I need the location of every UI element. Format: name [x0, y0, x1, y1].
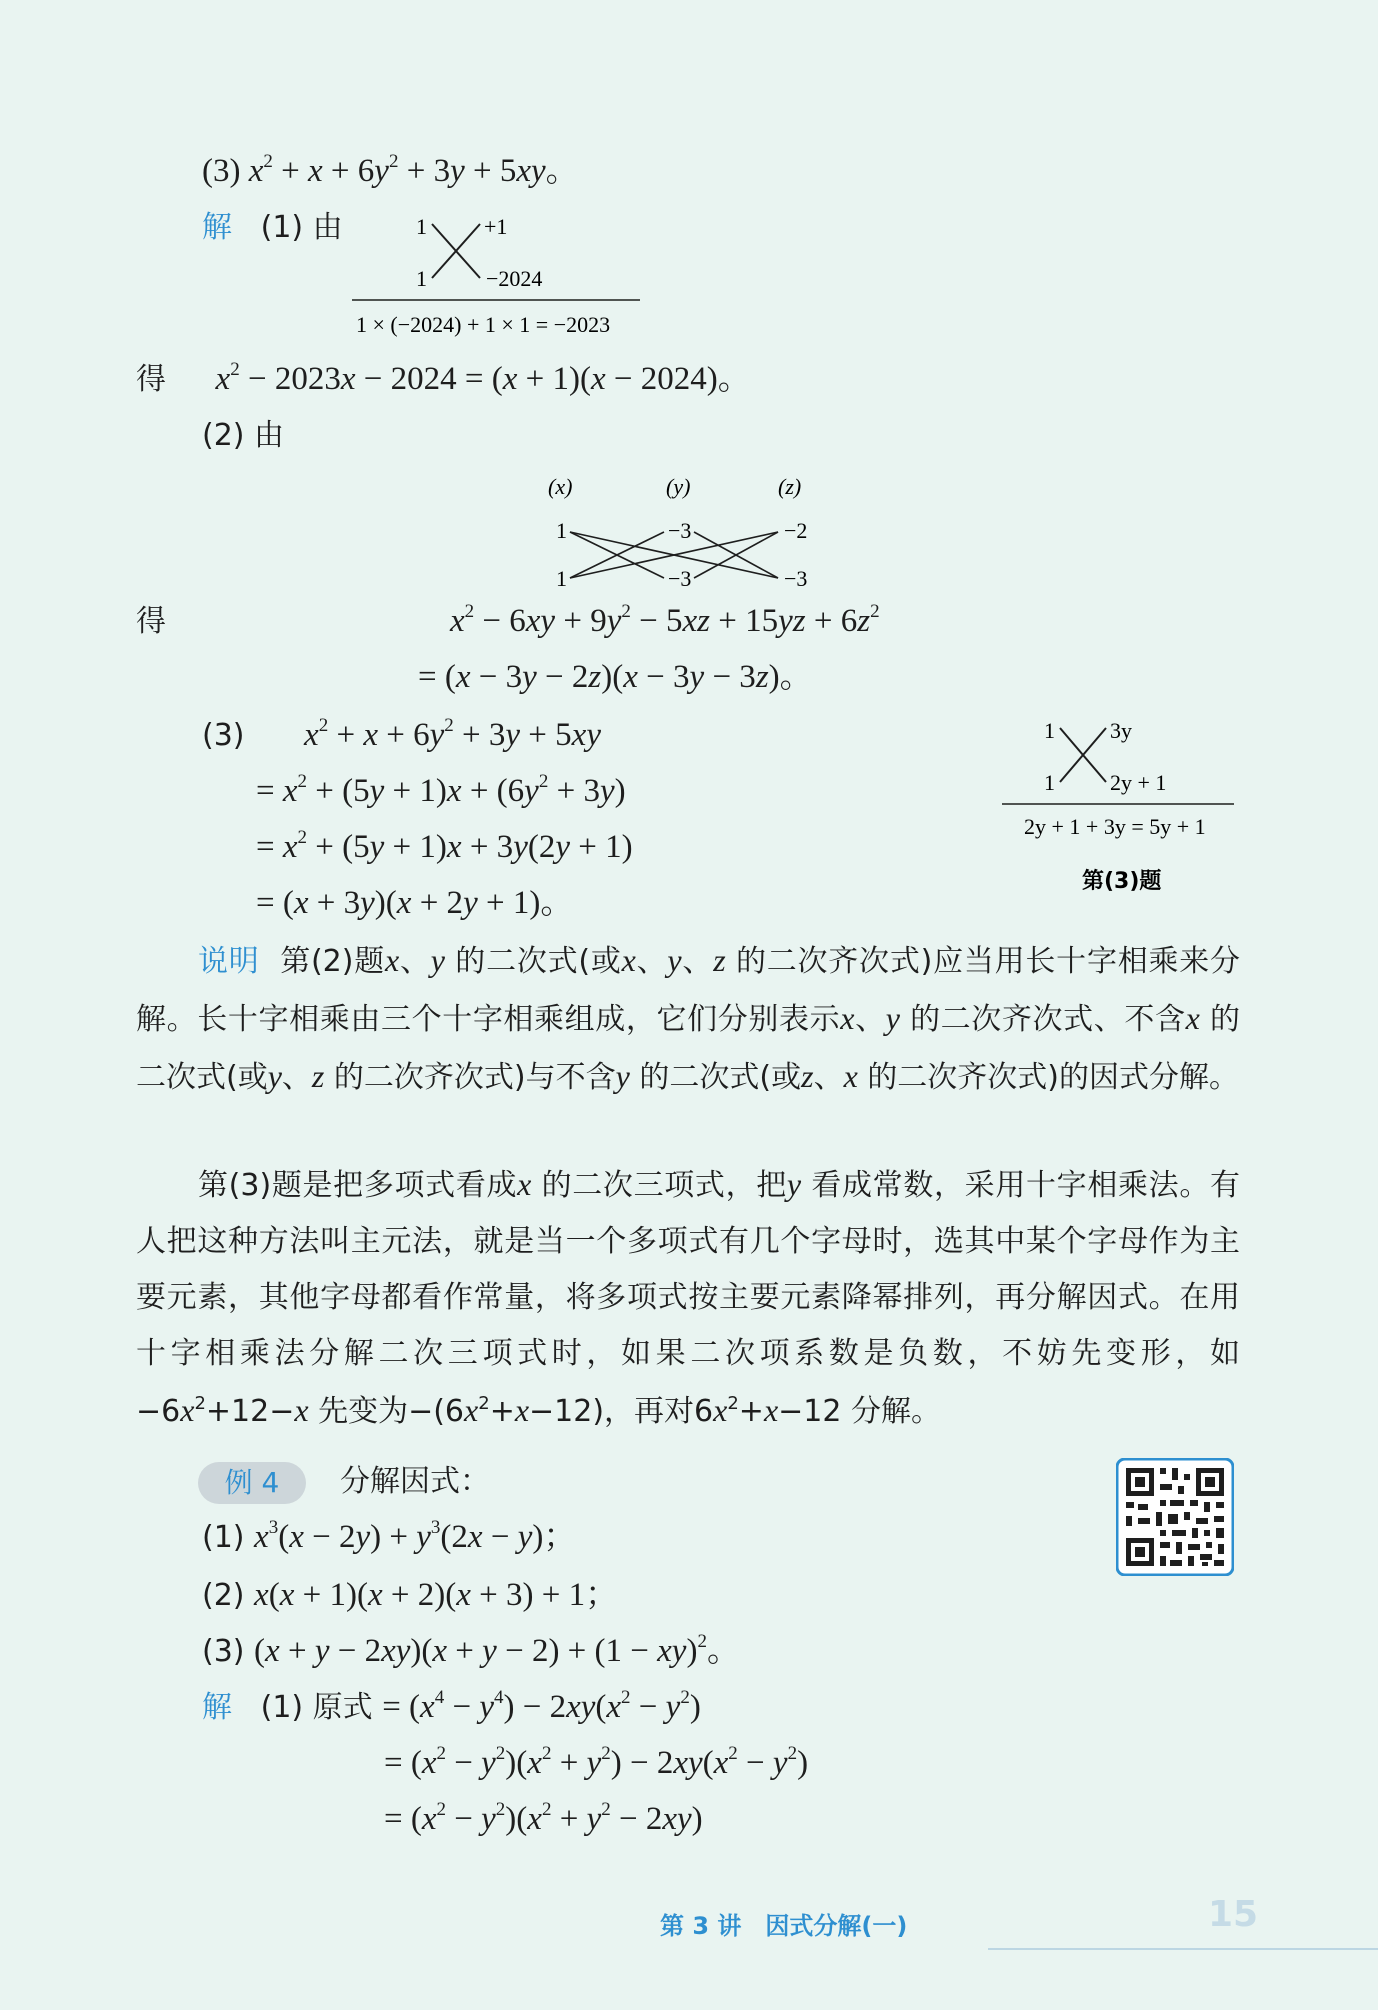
- long-cross-header-y: (y): [666, 474, 691, 499]
- long-cross-r2-c3: −3: [784, 566, 808, 591]
- cross-diagram-1: [350, 210, 650, 340]
- cross1-top-right: +1: [484, 214, 508, 239]
- solution-1-prefix: (1) 由: [260, 210, 343, 245]
- footer-lecture-title: 第 3 讲 因式分解(一): [660, 1912, 908, 1940]
- footer-divider: [988, 1948, 1378, 1950]
- solution-3-line-4: = (x + 3y)(x + 2y + 1)。: [256, 885, 574, 921]
- long-cross-header-z: (z): [778, 474, 802, 499]
- page-number: 15: [1208, 1894, 1259, 1935]
- example-4-intro: 分解因式：: [340, 1464, 490, 1499]
- example-4-question-3: (3) (x + y − 2xy)(x + y − 2) + (1 − xy)$^2$。: [202, 1631, 740, 1669]
- cross1-bottom-left: 1: [416, 266, 427, 291]
- example-4-solution-line-2: = $(x^2 - y^2)(x^2 + y^2) - 2xy(x^2 - y^2)$: [384, 1743, 809, 1781]
- cross3-caption: 第(3)题: [1082, 869, 1162, 894]
- cross3-result: 2y + 1 + 3y = 5y + 1: [1024, 814, 1206, 839]
- cross1-result: 1 × (−2024) + 1 × 1 = −2023: [356, 312, 611, 337]
- de-label-2: 得: [136, 604, 166, 639]
- solution-3-line-1: (3) $x^2 + x + 6y^2 + 3y + 5xy$: [202, 715, 601, 753]
- ex3-question-3: (3) $x^2 + x + 6y^2 + 3y + 5xy$。: [202, 151, 579, 189]
- solution-label-4: 解: [202, 1690, 232, 1725]
- result-2-line-1: $x^2 - 6xy + 9y^2 - 5xz + 15yz + 6z^2$: [450, 601, 880, 639]
- solution-3-prefix: (3): [202, 718, 245, 753]
- long-cross-r1-c3: −2: [784, 518, 808, 543]
- cross1-bottom-right: −2024: [486, 266, 543, 291]
- ex3-solution-1-line: [202, 210, 343, 246]
- qr-code-icon[interactable]: [1116, 1458, 1234, 1576]
- cross1-top-left: 1: [416, 214, 427, 239]
- note-label: 说明: [198, 944, 260, 979]
- note-paragraph-2: 第(3)题是把多项式看成x 的二次三项式，把y 看成常数，采用十字相乘法。有人把这种方法叫主元法，就是当一个多项式有几个字母时，选其中某个字母作为主要元素，其他字母都看作常量，将多项式按主要元素降幂排列，再分解因式。在用十字相乘法分解二次三项式时，如果二次项系数是负数，不妨先变形，如$-6x^2+12-x$ 先变为$-(6x^2+x-12)$，再对$6x^2+x-12$ 分解。: [136, 1166, 1240, 1429]
- solution-label: 解: [202, 210, 232, 245]
- example-4-solution-line-1: 解 (1) 原式 = $(x^4 - y^4) - 2xy(x^2 - y^2)$: [202, 1687, 701, 1725]
- example-4-tag: 例 4: [198, 1462, 306, 1504]
- long-cross-r2-c1: 1: [556, 566, 567, 591]
- cross-diagram-3: [1000, 710, 1250, 900]
- cross3-bottom-right: 2y + 1: [1110, 770, 1167, 795]
- example-4-question-1: (1) $x^3(x - 2y) + y^3(2x - y)$；: [202, 1517, 577, 1555]
- ex3-solution-2-prefix: (2) 由: [202, 418, 285, 453]
- long-cross-header-x: (x): [548, 474, 573, 499]
- example-4-question-2: (2) x(x + 1)(x + 2)(x + 3) + 1；: [202, 1577, 619, 1613]
- long-cross-r1-c2: −3: [668, 518, 692, 543]
- long-cross-diagram: [530, 466, 850, 596]
- long-cross-r1-c1: 1: [556, 518, 567, 543]
- result-2-line-2: = (x − 3y − 2z)(x − 3y − 3z)。: [418, 659, 813, 695]
- cross3-bottom-left: 1: [1044, 770, 1055, 795]
- result-1-line: 得 $x^2 - 2023x - 2024 = (x + 1)(x - 2024)$。: [136, 359, 751, 397]
- note-paragraph-1: 说明 第(2)题x、y 的二次式(或x、y、z 的二次齐次式)应当用长十字相乘来分解。长十字相乘由三个十字相乘组成，它们分别表示x、y 的二次齐次式、不含x 的二次式(或y、z 的二次齐次式)与不含y 的二次式(或z、x 的二次齐次式)的因式分解。: [136, 942, 1241, 1095]
- long-cross-r2-c2: −3: [668, 566, 692, 591]
- example-4-solution-line-3: = $(x^2 - y^2)(x^2 + y^2 - 2xy)$: [384, 1799, 703, 1837]
- solution-3-line-2: = $x^2 + (5y + 1)x + (6y^2 + 3y)$: [256, 771, 626, 809]
- solution-3-line-3: = $x^2 + (5y + 1)x + 3y(2y + 1)$: [256, 827, 633, 865]
- cross3-top-right: 3y: [1110, 718, 1132, 743]
- cross3-top-left: 1: [1044, 718, 1055, 743]
- de-label: 得: [136, 362, 166, 397]
